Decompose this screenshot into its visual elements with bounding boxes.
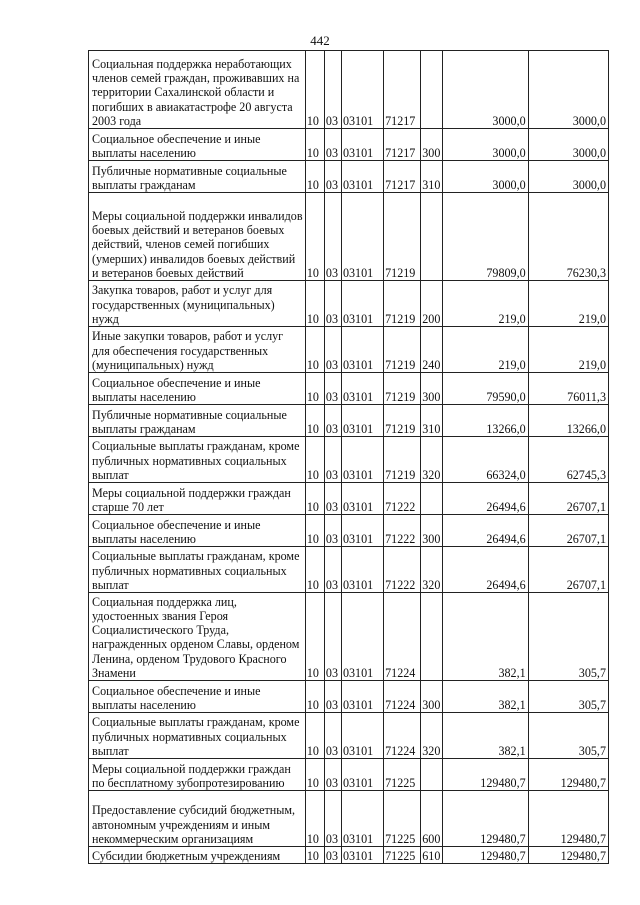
row-section: 10 [305, 405, 324, 437]
row-amount-2: 129480,7 [528, 791, 608, 847]
row-subsection: 03 [324, 373, 341, 405]
row-section: 10 [305, 759, 324, 791]
row-section: 10 [305, 847, 324, 864]
row-direction-code: 71224 [384, 593, 421, 681]
row-name: Социальная поддержка неработающих членов семей граждан, проживавших на территории Сахалинской области и погибших в авиакатастрофе 20 августа 2003 года [89, 51, 306, 129]
row-amount-1: 3000,0 [443, 129, 528, 161]
row-subsection: 03 [324, 51, 341, 129]
row-expense-type: 240 [421, 327, 443, 373]
row-name: Социальное обеспечение и иные выплаты населению [89, 681, 306, 713]
row-direction-code: 71222 [384, 483, 421, 515]
row-direction-code: 71219 [384, 373, 421, 405]
table-body [89, 51, 609, 864]
row-expense-type [421, 51, 443, 129]
row-subsection: 03 [324, 281, 341, 327]
row-amount-1: 382,1 [443, 681, 528, 713]
row-section: 10 [305, 593, 324, 681]
row-amount-2: 76011,3 [528, 373, 608, 405]
row-direction-code: 71225 [384, 791, 421, 847]
row-amount-2: 3000,0 [528, 161, 608, 193]
row-expense-type [421, 759, 443, 791]
row-amount-2: 26707,1 [528, 483, 608, 515]
row-program-code: 03101 [341, 713, 383, 759]
row-name: Публичные нормативные социальные выплаты гражданам [89, 405, 306, 437]
row-name: Предоставление субсидий бюджетным, автономным учреждениям и иным некоммерческим организациям [89, 791, 306, 847]
row-name: Социальная поддержка лиц, удостоенных звания Героя Социалистического Труда, награжденных орденом Славы, орденом Ленина, орденом Трудового Красного Знамени [89, 593, 306, 681]
row-amount-2: 219,0 [528, 327, 608, 373]
row-expense-type: 600 [421, 791, 443, 847]
row-program-code: 03101 [341, 161, 383, 193]
row-program-code: 03101 [341, 847, 383, 864]
row-section: 10 [305, 51, 324, 129]
row-program-code: 03101 [341, 405, 383, 437]
row-program-code: 03101 [341, 193, 383, 281]
row-program-code: 03101 [341, 373, 383, 405]
row-name: Субсидии бюджетным учреждениям [89, 847, 306, 864]
row-name: Меры социальной поддержки инвалидов боевых действий и ветеранов боевых действий, членов семей погибших (умерших) инвалидов боевых действий и ветеранов боевых действий [89, 193, 306, 281]
row-amount-2: 305,7 [528, 593, 608, 681]
row-amount-1: 129480,7 [443, 847, 528, 864]
row-amount-1: 219,0 [443, 281, 528, 327]
row-expense-type [421, 193, 443, 281]
row-direction-code: 71217 [384, 129, 421, 161]
row-amount-2: 305,7 [528, 713, 608, 759]
table-row [89, 713, 609, 759]
row-direction-code: 71222 [384, 515, 421, 547]
row-amount-2: 129480,7 [528, 847, 608, 864]
row-amount-1: 13266,0 [443, 405, 528, 437]
row-name: Социальные выплаты гражданам, кроме публичных нормативных социальных выплат [89, 547, 306, 593]
row-expense-type: 300 [421, 129, 443, 161]
row-section: 10 [305, 437, 324, 483]
row-amount-1: 66324,0 [443, 437, 528, 483]
row-amount-1: 129480,7 [443, 759, 528, 791]
row-subsection: 03 [324, 847, 341, 864]
row-subsection: 03 [324, 483, 341, 515]
row-name: Закупка товаров, работ и услуг для государственных (муниципальных) нужд [89, 281, 306, 327]
row-expense-type: 310 [421, 405, 443, 437]
row-program-code: 03101 [341, 483, 383, 515]
row-expense-type: 310 [421, 161, 443, 193]
row-amount-2: 219,0 [528, 281, 608, 327]
row-section: 10 [305, 547, 324, 593]
row-name: Социальное обеспечение и иные выплаты населению [89, 515, 306, 547]
row-amount-2: 3000,0 [528, 51, 608, 129]
row-amount-2: 3000,0 [528, 129, 608, 161]
row-subsection: 03 [324, 515, 341, 547]
row-direction-code: 71219 [384, 193, 421, 281]
row-section: 10 [305, 327, 324, 373]
row-program-code: 03101 [341, 281, 383, 327]
table-row [89, 791, 609, 847]
table-row [89, 681, 609, 713]
row-direction-code: 71225 [384, 847, 421, 864]
row-expense-type: 300 [421, 515, 443, 547]
row-direction-code: 71219 [384, 327, 421, 373]
row-amount-1: 26494,6 [443, 515, 528, 547]
row-amount-1: 26494,6 [443, 483, 528, 515]
row-expense-type: 320 [421, 713, 443, 759]
row-subsection: 03 [324, 129, 341, 161]
row-program-code: 03101 [341, 327, 383, 373]
row-program-code: 03101 [341, 437, 383, 483]
row-direction-code: 71222 [384, 547, 421, 593]
row-section: 10 [305, 373, 324, 405]
row-amount-2: 26707,1 [528, 515, 608, 547]
table-row [89, 129, 609, 161]
row-section: 10 [305, 515, 324, 547]
row-expense-type: 300 [421, 681, 443, 713]
row-subsection: 03 [324, 713, 341, 759]
row-expense-type: 320 [421, 547, 443, 593]
row-expense-type [421, 593, 443, 681]
row-subsection: 03 [324, 759, 341, 791]
table-row [89, 51, 609, 129]
page-number: 442 [310, 33, 330, 48]
row-amount-1: 382,1 [443, 713, 528, 759]
row-program-code: 03101 [341, 593, 383, 681]
table-row [89, 759, 609, 791]
row-name: Меры социальной поддержки граждан старше 70 лет [89, 483, 306, 515]
row-amount-2: 76230,3 [528, 193, 608, 281]
row-name: Социальное обеспечение и иные выплаты населению [89, 373, 306, 405]
row-direction-code: 71217 [384, 51, 421, 129]
row-section: 10 [305, 713, 324, 759]
row-expense-type: 300 [421, 373, 443, 405]
row-direction-code: 71219 [384, 405, 421, 437]
table-row [89, 483, 609, 515]
row-subsection: 03 [324, 193, 341, 281]
table-row [89, 847, 609, 864]
row-amount-1: 3000,0 [443, 161, 528, 193]
row-name: Иные закупки товаров, работ и услуг для обеспечения государственных (муниципальных) нужд [89, 327, 306, 373]
row-section: 10 [305, 483, 324, 515]
table-row [89, 281, 609, 327]
row-section: 10 [305, 161, 324, 193]
row-amount-1: 79590,0 [443, 373, 528, 405]
row-amount-2: 13266,0 [528, 405, 608, 437]
row-program-code: 03101 [341, 51, 383, 129]
row-section: 10 [305, 281, 324, 327]
row-subsection: 03 [324, 405, 341, 437]
row-subsection: 03 [324, 327, 341, 373]
row-expense-type [421, 483, 443, 515]
table-row [89, 193, 609, 281]
row-amount-1: 129480,7 [443, 791, 528, 847]
row-subsection: 03 [324, 593, 341, 681]
row-name: Публичные нормативные социальные выплаты гражданам [89, 161, 306, 193]
row-amount-1: 26494,6 [443, 547, 528, 593]
table-row [89, 515, 609, 547]
row-program-code: 03101 [341, 681, 383, 713]
row-program-code: 03101 [341, 515, 383, 547]
row-amount-1: 219,0 [443, 327, 528, 373]
row-expense-type: 200 [421, 281, 443, 327]
row-direction-code: 71225 [384, 759, 421, 791]
row-amount-1: 3000,0 [443, 51, 528, 129]
row-program-code: 03101 [341, 791, 383, 847]
row-section: 10 [305, 681, 324, 713]
row-expense-type: 610 [421, 847, 443, 864]
table-row [89, 161, 609, 193]
row-section: 10 [305, 193, 324, 281]
row-amount-1: 79809,0 [443, 193, 528, 281]
row-amount-2: 305,7 [528, 681, 608, 713]
row-subsection: 03 [324, 437, 341, 483]
row-subsection: 03 [324, 681, 341, 713]
row-direction-code: 71219 [384, 281, 421, 327]
row-program-code: 03101 [341, 129, 383, 161]
row-name: Социальные выплаты гражданам, кроме публичных нормативных социальных выплат [89, 437, 306, 483]
row-expense-type: 320 [421, 437, 443, 483]
table-row [89, 593, 609, 681]
table-row [89, 373, 609, 405]
row-subsection: 03 [324, 161, 341, 193]
table-row [89, 547, 609, 593]
row-direction-code: 71224 [384, 713, 421, 759]
row-program-code: 03101 [341, 547, 383, 593]
row-section: 10 [305, 791, 324, 847]
row-section: 10 [305, 129, 324, 161]
row-name: Социальные выплаты гражданам, кроме публичных нормативных социальных выплат [89, 713, 306, 759]
row-name: Меры социальной поддержки граждан по бесплатному зубопротезированию [89, 759, 306, 791]
row-amount-2: 129480,7 [528, 759, 608, 791]
row-amount-2: 62745,3 [528, 437, 608, 483]
table-row [89, 405, 609, 437]
row-direction-code: 71219 [384, 437, 421, 483]
row-subsection: 03 [324, 547, 341, 593]
row-amount-2: 26707,1 [528, 547, 608, 593]
row-direction-code: 71217 [384, 161, 421, 193]
row-amount-1: 382,1 [443, 593, 528, 681]
row-program-code: 03101 [341, 759, 383, 791]
row-direction-code: 71224 [384, 681, 421, 713]
budget-table [88, 50, 609, 864]
row-name: Социальное обеспечение и иные выплаты населению [89, 129, 306, 161]
row-subsection: 03 [324, 791, 341, 847]
table-row [89, 327, 609, 373]
table-row [89, 437, 609, 483]
